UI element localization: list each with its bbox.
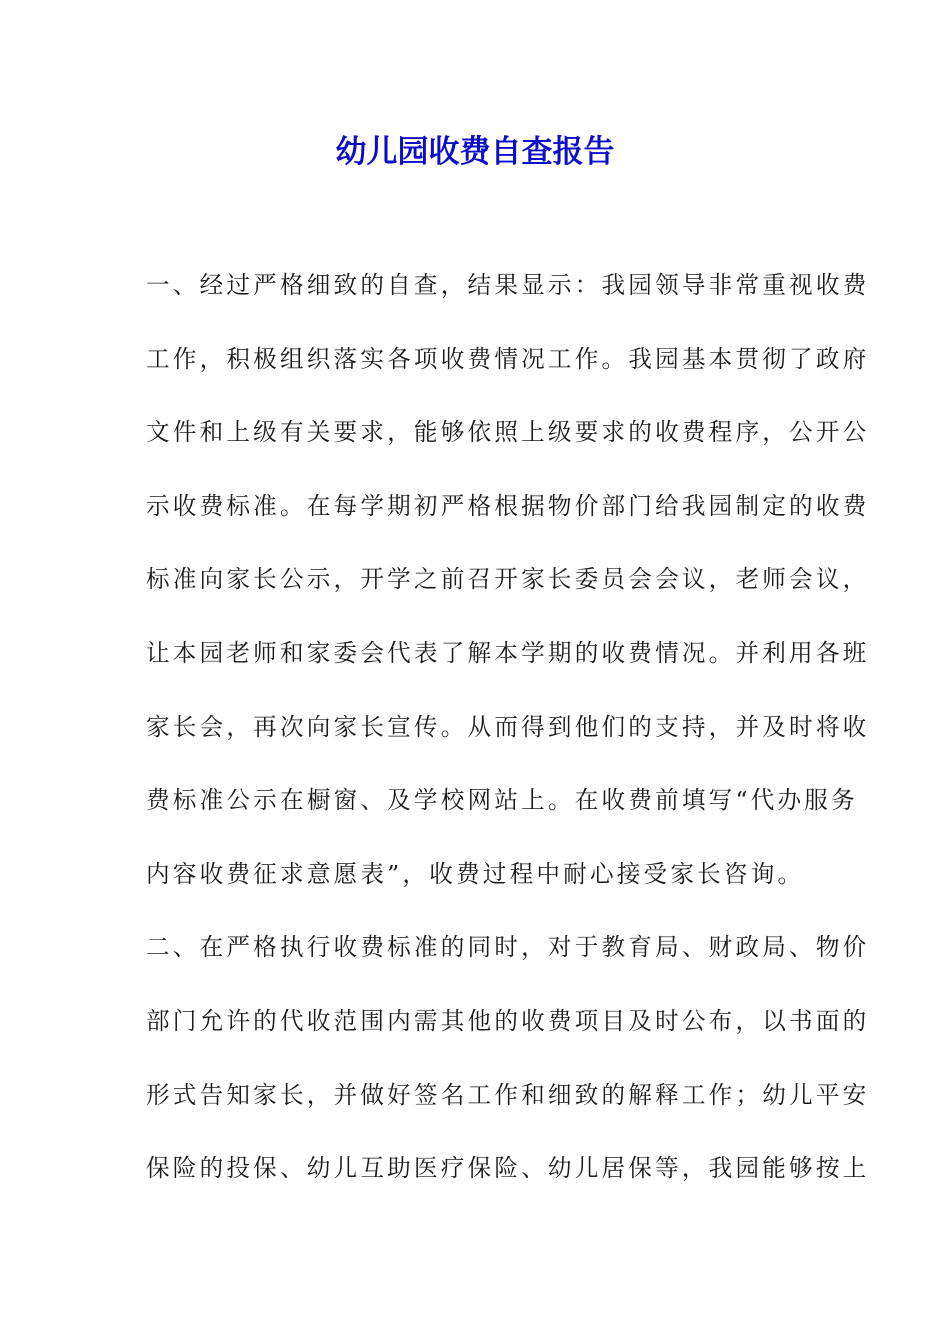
body-line: 内容收费征求意愿表”，收费过程中耐心接受家长咨询。 (146, 859, 805, 888)
body-line: 形式告知家长，并做好签名工作和细致的解释工作；幼儿平安 (146, 1080, 870, 1109)
body-line: 标准向家长公示，开学之前召开家长委员会会议，老师会议， (146, 565, 870, 594)
document-body (146, 262, 870, 1219)
body-line: 保险的投保、幼儿互助医疗保险、幼儿居保等，我园能够按上 (146, 1154, 870, 1183)
body-line: 费标准公示在橱窗、及学校网站上。在收费前填写“代办服务 (146, 786, 858, 815)
body-line: 示收费标准。在每学期初严格根据物价部门给我园制定的收费 (146, 491, 870, 520)
body-line: 家长会，再次向家长宣传。从而得到他们的支持，并及时将收 (146, 712, 870, 741)
body-line: 文件和上级有关要求，能够依照上级要求的收费程序，公开公 (146, 418, 870, 447)
body-line: 让本园老师和家委会代表了解本学期的收费情况。并利用各班 (146, 638, 870, 667)
body-line: 部门允许的代收范围内需其他的收费项目及时公布，以书面的 (146, 1006, 870, 1035)
document-title: 幼儿园收费自查报告 (335, 134, 615, 170)
body-line: 二、在严格执行收费标准的同时，对于教育局、财政局、物价 (146, 933, 870, 962)
body-line: 一、经过严格细致的自查，结果显示：我园领导非常重视收费 (146, 271, 870, 299)
body-line: 工作，积极组织落实各项收费情况工作。我园基本贯彻了政府 (146, 344, 870, 373)
